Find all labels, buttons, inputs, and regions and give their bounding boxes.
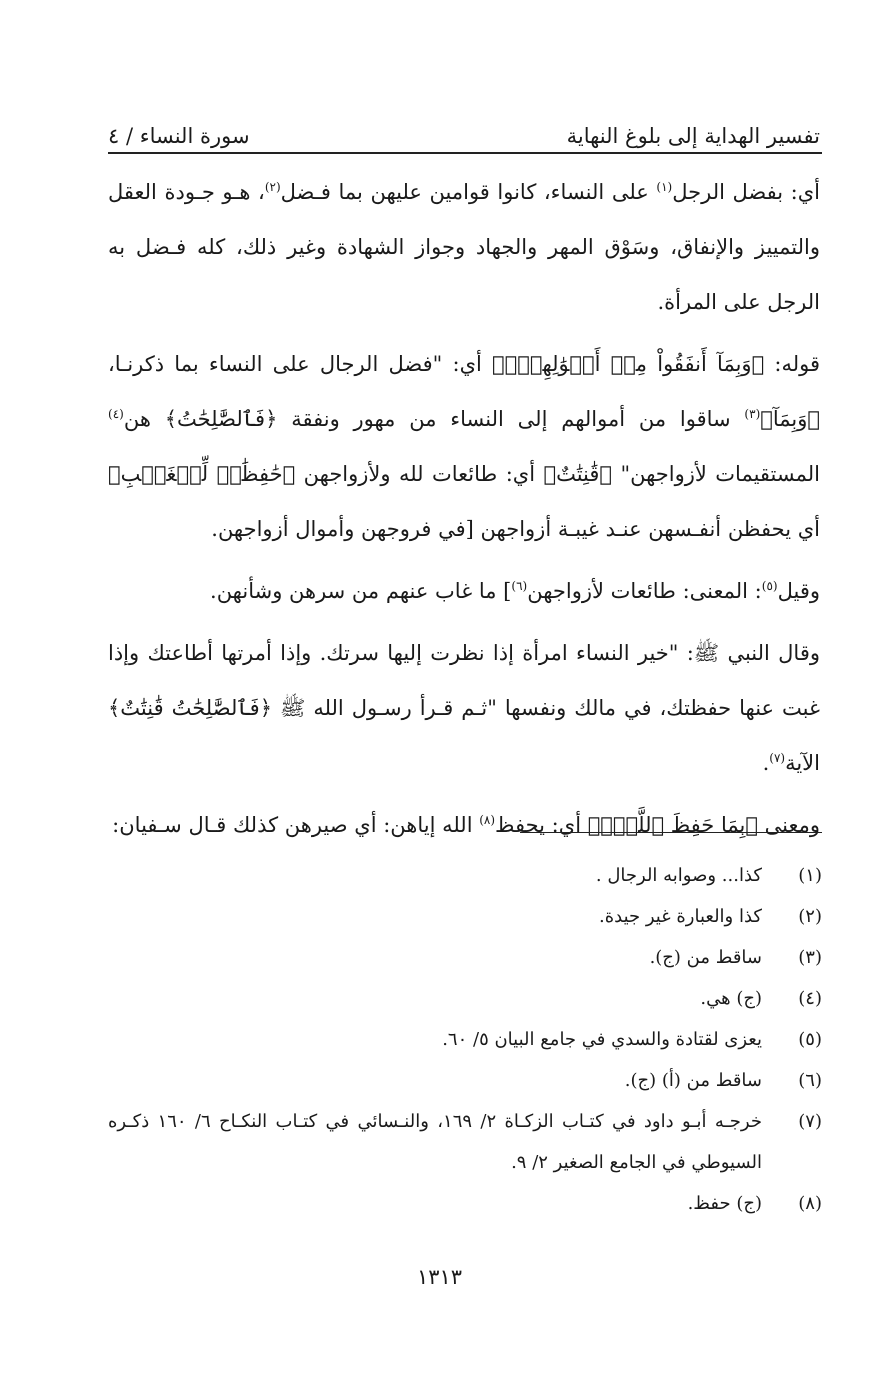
footnote bbox=[108, 1183, 822, 1224]
footnote-ref: (٣) bbox=[744, 407, 761, 421]
quran-citation: ﴿بِمَا حَفِظَ ٱللَّهُۚ﴾ bbox=[587, 813, 758, 837]
footnote bbox=[108, 1060, 822, 1101]
text-span: أي يحفظن أنفـسهن عنـد غيبـة أزواجهن [في فروجهن وأموال أزواجهن. bbox=[211, 517, 820, 541]
text-span: هن bbox=[123, 407, 165, 431]
text-span: . bbox=[762, 751, 770, 775]
footnote-number: (٣) bbox=[798, 947, 822, 968]
text-span: ، هـو جـودة العقل والتمييز والإنفاق، وسَوْق المهر والجهاد وجواز الشهادة وغير ذلك، كله فـضل به الرجل على المرأة. bbox=[108, 180, 820, 314]
running-header bbox=[108, 110, 820, 148]
quran-citation: ﴿وَبِمَآ﴾ bbox=[760, 407, 820, 431]
footnote-number: (٦) bbox=[798, 1070, 822, 1091]
footnote-ref: (٦) bbox=[511, 579, 528, 593]
footnote-text: كذا... وصوابه الرجال . bbox=[595, 865, 762, 886]
text-span: ومعنى bbox=[757, 813, 820, 837]
footnote-text: كذا والعبارة غير جيدة. bbox=[598, 906, 762, 927]
text-span: وقيل bbox=[777, 579, 820, 603]
footnote bbox=[108, 855, 822, 896]
header-rule bbox=[108, 152, 822, 154]
quran-citation: ﴿حَٰفِظَٰتٞ لِّلۡغَيۡبِ﴾ bbox=[108, 462, 296, 486]
text-span: الله إياهن: أي صيرهن كذلك قـال سـفيان: bbox=[112, 813, 480, 837]
book-title: تفسير الهداية إلى بلوغ النهاية bbox=[566, 124, 820, 148]
paragraph bbox=[108, 564, 820, 619]
text-span: : المعنى: طائعات لأزواجهن bbox=[527, 579, 762, 603]
footnote bbox=[108, 1101, 822, 1183]
footnote-number: (٤) bbox=[798, 988, 822, 1009]
footnote-text: (ج) حفظ. bbox=[687, 1193, 762, 1214]
text-span: أي: بفضل الرجل bbox=[672, 180, 820, 204]
footnote-number: (٧) bbox=[798, 1111, 822, 1132]
text-span: أي: يحفظ bbox=[495, 813, 588, 837]
footnote-text: ساقط من (ج). bbox=[649, 947, 762, 968]
text-span: أي: طائعات لله ولأزواجهن bbox=[295, 462, 544, 486]
text-span: على النساء، كانوا قوامين عليهن بما فـضل bbox=[280, 180, 657, 204]
page-number: ١٣١٣ bbox=[416, 1265, 463, 1289]
footnote-separator bbox=[520, 832, 822, 833]
text-span: ساقوا من أموالهم إلى النساء من مهور ونفقة bbox=[277, 407, 745, 431]
footnote-number: (٨) bbox=[798, 1193, 822, 1214]
footnote-number: (٥) bbox=[798, 1029, 822, 1050]
footnote bbox=[108, 1019, 822, 1060]
footnote-ref: (٥) bbox=[761, 579, 778, 593]
paragraph bbox=[108, 337, 820, 557]
footnote bbox=[108, 937, 822, 978]
quran-citation: ﴿قَٰنِتَٰتٌ﴾ bbox=[543, 462, 613, 486]
footnote-text: خرجـه أبـو داود في كتـاب الزكـاة ٢/ ١٦٩، والنـسائي في كتـاب النكـاح ٦/ ١٦٠ ذكـره السيوطي في الجامع الصغير ٢/ ٩. bbox=[108, 1111, 762, 1173]
footnotes bbox=[108, 855, 822, 1224]
main-text bbox=[108, 165, 820, 860]
footnote-text: يعزى لقتادة والسدي في جامع البيان ٥/ ٦٠. bbox=[442, 1029, 762, 1050]
text-span: قوله: bbox=[764, 352, 821, 376]
footnote-number: (٢) bbox=[798, 906, 822, 927]
footnote-ref: (٧) bbox=[769, 751, 786, 765]
quran-citation: ﴿وَبِمَآ أَنفَقُواْ مِنۡ أَمۡوَٰلِهِمۡۚ﴾ bbox=[492, 352, 765, 376]
text-span: أي: "فضل الرجال على النساء بما ذكرنـا، bbox=[108, 352, 493, 376]
footnote-ref: (٤) bbox=[108, 407, 124, 421]
footnote-ref: (٨) bbox=[479, 813, 496, 827]
paragraph bbox=[108, 165, 820, 330]
text-span: وقال النبي ﷺ: "خير النساء امرأة إذا نظرت إليها سرتك. وإذا أمرتها أطاعتك وإذا غبت عنها حفظتك، في مالك ونفسها "ثـم قـرأ رسـول الله ﷺ bbox=[108, 641, 820, 720]
footnote-text: (ج) هي. bbox=[700, 988, 762, 1009]
text-span: المستقيمات لأزواجهن" bbox=[612, 462, 820, 486]
footnote-ref: (١) bbox=[656, 180, 673, 194]
footnote-text: ساقط من (أ) (ج). bbox=[624, 1070, 762, 1091]
paragraph bbox=[108, 798, 820, 853]
footnote-ref: (٢) bbox=[264, 180, 281, 194]
surah-label: سورة النساء / ٤ bbox=[108, 124, 250, 148]
quran-citation: ﴿فَٱلصَّٰلِحَٰتُ قَٰنِتَٰتٌ﴾ bbox=[108, 696, 272, 720]
text-span: الآية bbox=[785, 751, 820, 775]
footnote bbox=[108, 896, 822, 937]
text-span: ] ما غاب عنهم من سرهن وشأنهن. bbox=[210, 579, 512, 603]
footnote-number: (١) bbox=[798, 865, 822, 886]
paragraph bbox=[108, 626, 820, 791]
quran-citation: ﴿فَٱلصَّٰلِحَٰتُ﴾ bbox=[164, 407, 278, 431]
footnote bbox=[108, 978, 822, 1019]
